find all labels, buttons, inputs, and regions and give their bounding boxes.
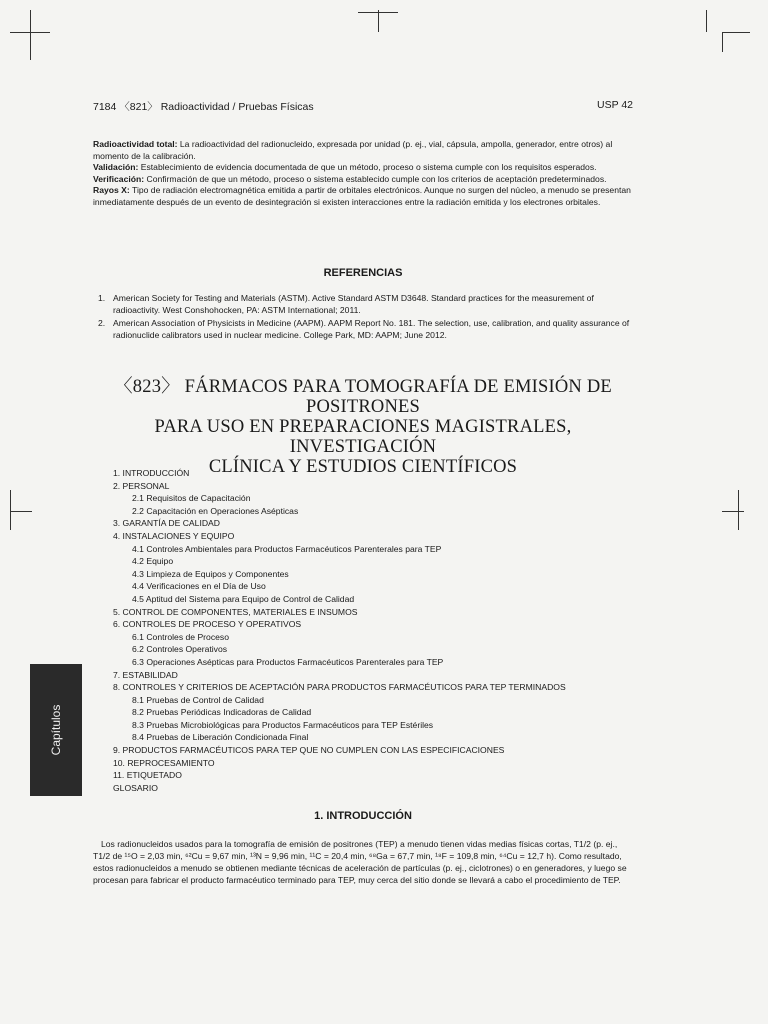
toc-item: 4. INSTALACIONES Y EQUIPO [113,530,235,541]
references-list [93,293,633,343]
chapter-title [93,377,633,477]
crop-mark [378,10,379,32]
definition [93,139,633,162]
definition-term: Radioactividad total: [93,139,178,149]
toc-item: 6.1 Controles de Proceso [132,631,229,642]
definition-text: Confirmación de que un método, proceso o sistema establecido cumple con los criterios de aceptación predeterminados. [146,173,607,184]
crop-mark [722,32,723,52]
definition-text: Tipo de radiación electromagnética emitida a partir de orbitales electrónicos. Aunque no surgen del núcleo, a menudo se presentan inmediatamente después de un evento de desintegración si existen interacciones entre la radiación emitida y los electrones orbitales. [93,185,631,207]
crop-mark [10,32,50,33]
toc-item: 8.3 Pruebas Microbiológicas para Productos Farmacéuticos para TEP Estériles [132,719,434,730]
chapter-title-line: CLÍNICA Y ESTUDIOS CIENTÍFICOS [208,457,518,477]
toc-item: 2.1 Requisitos de Capacitación [132,493,251,504]
toc-item: GLOSARIO [113,782,158,793]
toc-item: 2. PERSONAL [113,480,170,491]
toc-item: 1. INTRODUCCIÓN [113,468,190,478]
chapters-side-tab [30,664,82,796]
chapter-title-line: 〈823〉 FÁRMACOS PARA TOMOGRAFÍA DE EMISIÓN DE POSITRONES [114,377,612,417]
definition [93,174,633,186]
running-header-right: USP 42 [597,99,633,111]
toc-item: 5. CONTROL DE COMPONENTES, MATERIALES E INSUMOS [113,606,358,617]
toc-item: 8. CONTROLES Y CRITERIOS DE ACEPTACIÓN PARA PRODUCTOS FARMACÉUTICOS PARA TEP TERMINADOS [113,682,566,693]
chapter-title-line: PARA USO EN PREPARACIONES MAGISTRALES, INVESTIGACIÓN [154,417,572,457]
crop-mark [706,10,707,32]
toc-item: 6.2 Controles Operativos [132,644,228,655]
crop-mark [738,490,739,530]
crop-mark [30,10,31,60]
toc-item: 9. PRODUCTOS FARMACÉUTICOS PARA TEP QUE NO CUMPLEN CON LAS ESPECIFICACIONES [113,745,505,756]
introduction-heading: 1. INTRODUCCIÓN [314,810,412,822]
side-tab-label: Capítulos [49,704,63,756]
definition-term: Rayos X: [93,185,130,195]
reference-text: American Society for Testing and Materials (ASTM). Active Standard ASTM D3648. Standard practices for the measurement of radioactivity. West Conshohocken, PA: ASTM International; 2011. [113,293,594,315]
toc-item: 2.2 Capacitación en Operaciones Asépticas [132,505,299,516]
running-header-left: 7184 〈821〉 Radioactividad / Pruebas Físicas [93,101,314,113]
reference-item [93,318,633,341]
definition [93,162,633,174]
crop-mark [10,511,32,512]
definition-term: Verificación: [93,173,145,184]
toc-item: 4.4 Verificaciones en el Día de Uso [132,581,266,592]
definition-text: La radioactividad del radionucleido, expresada por unidad (p. ej., vial, cápsula, ampolla, generador, entre otros) al momento de la calibración. [93,139,613,161]
table-of-contents [113,467,633,794]
reference-text: American Association of Physicists in Medicine (AAPM). AAPM Report No. 181. The selection, use, calibration, and quality assurance of radionuclide calibrators used in nuclear medicine. College Park, MD: AAPM; June 2012. [113,318,630,340]
toc-item: 4.3 Limpieza de Equipos y Componentes [132,568,289,579]
toc-item: 3. GARANTÍA DE CALIDAD [113,518,220,529]
crop-mark [722,32,750,33]
reference-number: 1. [98,293,106,303]
toc-item: 4.5 Aptitud del Sistema para Equipo de Control de Calidad [132,593,355,604]
toc-item: 4.2 Equipo [132,556,174,567]
reference-item [93,293,633,316]
crop-mark [358,12,398,13]
toc-item: 11. ETIQUETADO [113,770,182,781]
reference-number: 2. [98,318,106,328]
toc-item: 8.4 Pruebas de Liberación Condicionada Final [132,732,309,743]
definition-text: Establecimiento de evidencia documentada de que un método, proceso o sistema cumple con los requisitos esperados. [140,162,597,172]
toc-item: 6.3 Operaciones Asépticas para Productos Farmacéuticos Parenterales para TEP [132,656,444,667]
crop-mark [10,490,11,530]
glossary-definitions [93,139,633,208]
toc-item: 10. REPROCESAMIENTO [113,757,215,768]
toc-item: 8.1 Pruebas de Control de Calidad [132,694,264,705]
toc-item: 7. ESTABILIDAD [113,669,178,680]
toc-item: 4.1 Controles Ambientales para Productos Farmacéuticos Parenterales para TEP [132,543,442,554]
crop-mark [722,511,744,512]
introduction-paragraph: Los radionucleidos usados para la tomografía de emisión de positrones (TEP) a menudo tienen vidas medias físicas cortas, T1/2 (p. ej., T1/2 de ¹⁵O = 2,03 min, ⁶²Cu = 9,67 min, ¹³N = 9,96 min, ¹¹C = 20,4 min, ⁶⁸Ga = 67,7 min, ¹⁸F = 109,8 min, ⁶⁴Cu = 12,7 h). Como resultado, estos radionucleidos a menudo se obtienen mediante técnicas de aceleración de partículas (p. ej., ciclotrones) o en generadores, y luego se procesan para fabricar el producto farmacéutico terminado para TEP, muy cerca del sitio donde se llevará a cabo el procedimiento de TEP. [93,839,627,885]
toc-item: 6. CONTROLES DE PROCESO Y OPERATIVOS [113,619,302,630]
definition [93,185,633,208]
definition-term: Validación: [93,162,139,172]
references-heading: REFERENCIAS [323,267,403,279]
toc-item: 8.2 Pruebas Periódicas Indicadoras de Calidad [132,707,312,718]
